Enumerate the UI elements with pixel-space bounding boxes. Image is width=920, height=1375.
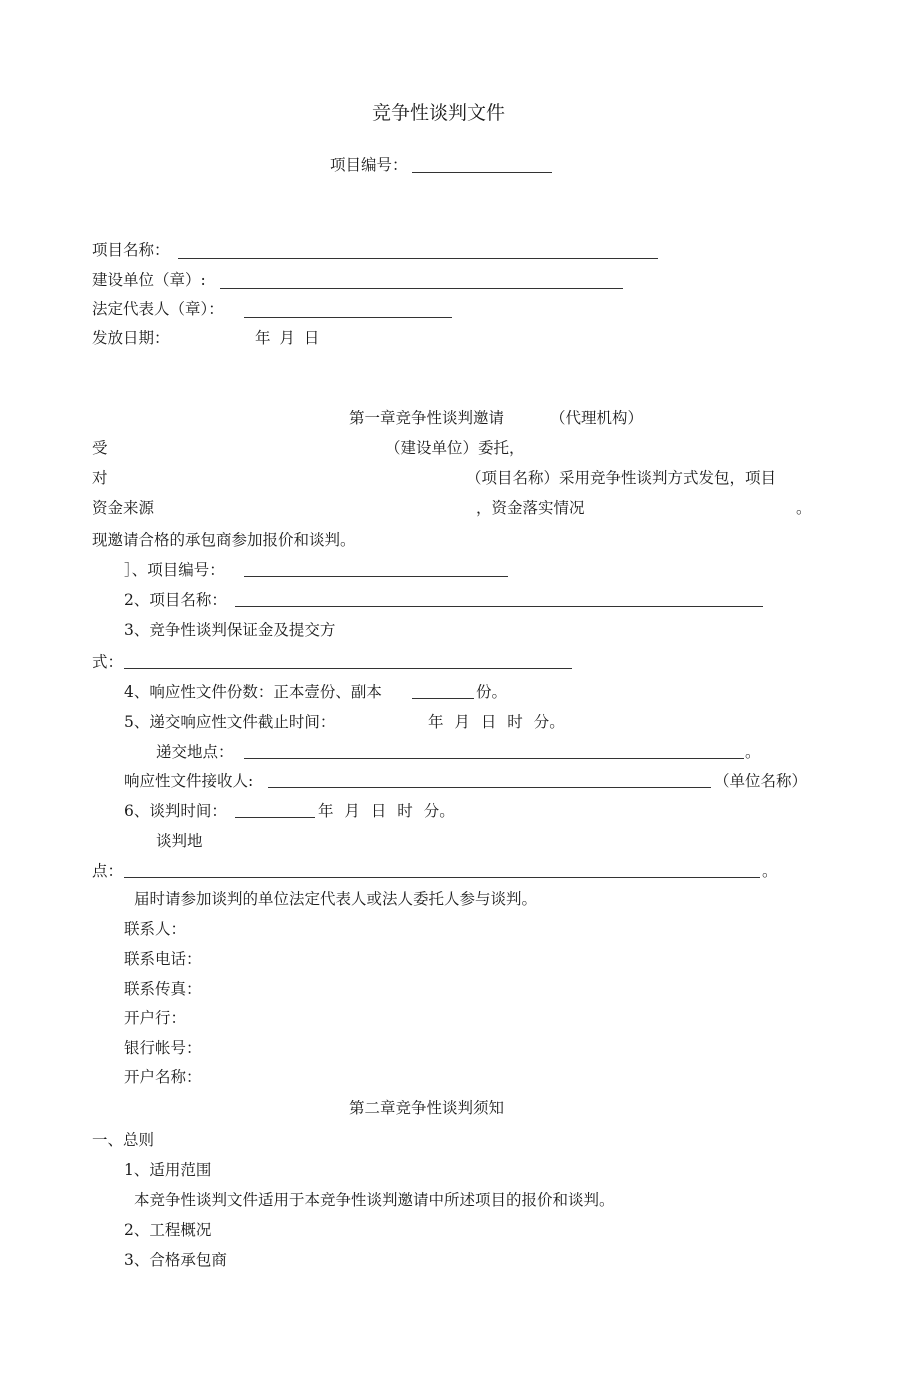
project-number-blank <box>412 172 552 173</box>
submit-place-end: 。 <box>745 743 761 761</box>
s1-2-overview: 2、工程概况 <box>124 1221 212 1239</box>
item3-cont: 式： <box>92 653 124 671</box>
submit-place-blank <box>244 758 744 759</box>
s1-1-scope: 1、适用范围 <box>124 1161 212 1179</box>
place-label-part2: 点： <box>92 862 124 880</box>
item6-label: 6、谈判时间： <box>124 802 227 820</box>
para-shou: 受 <box>92 439 108 457</box>
item2-project-name: 2、项目名称： <box>124 591 227 609</box>
builder-label: 建设单位（章）: <box>92 271 206 289</box>
receiver-unit: （单位名称） <box>714 772 808 790</box>
legal-rep-label: 法定代表人（章）： <box>92 300 224 318</box>
para-period: 。 <box>796 499 812 517</box>
section1-general: 一、总则 <box>92 1131 155 1149</box>
bank-account: 银行帐号： <box>124 1039 202 1057</box>
place-blank <box>124 877 760 878</box>
project-number-label: 项目编号： <box>330 156 408 174</box>
para-fund-status: ，资金落实情况 <box>476 499 585 517</box>
item1-project-number: ］、项目编号： <box>124 561 225 579</box>
para-builder: （建设单位）委托， <box>385 439 525 457</box>
item5-time: 年 月 日 时 分。 <box>428 713 565 731</box>
item6-blank <box>235 817 315 818</box>
document-title: 竞争性谈判文件 <box>372 102 506 124</box>
builder-blank <box>220 288 623 289</box>
contact-person: 联系人： <box>124 920 187 938</box>
bank: 开户行： <box>124 1009 187 1027</box>
s1-3-contractor: 3、合格承包商 <box>124 1251 227 1269</box>
attend-note: 届时请参加谈判的单位法定代表人或法人委托人参与谈判。 <box>134 890 538 908</box>
item4-copies: 4、响应性文件份数：正本壹份、副本 <box>124 683 382 701</box>
item3-blank <box>124 668 572 669</box>
chapter1-title: 第一章竞争性谈判邀请 <box>349 409 505 427</box>
item5-deadline: 5、递交响应性文件截止时间： <box>124 713 336 731</box>
s1-1-text: 本竞争性谈判文件适用于本竞争性谈判邀请中所述项目的报价和谈判。 <box>134 1191 615 1209</box>
para-project-name: （项目名称）采用竞争性谈判方式发包，项目 <box>466 469 777 487</box>
item4-post: 份。 <box>476 683 508 701</box>
place-label-part1: 谈判地 <box>156 832 203 850</box>
chapter2-title: 第二章竞争性谈判须知 <box>349 1099 505 1117</box>
item2-blank <box>235 606 763 607</box>
item1-blank <box>244 576 508 577</box>
account-name: 开户名称： <box>124 1068 202 1086</box>
item4-blank <box>412 698 474 699</box>
issue-date-label: 发放日期： <box>92 329 170 347</box>
receiver-label: 响应性文件接收人: <box>124 772 254 790</box>
item3-deposit: 3、竞争性谈判保证金及提交方 <box>124 621 336 639</box>
chapter1-agency: （代理机构） <box>550 409 644 427</box>
submit-place-label: 递交地点： <box>156 743 234 761</box>
para-invite: 现邀请合格的承包商参加报价和谈判。 <box>92 531 356 549</box>
para-fund-source: 资金来源 <box>92 499 155 517</box>
legal-rep-blank <box>244 317 452 318</box>
project-name-label: 项目名称： <box>92 241 170 259</box>
project-name-blank <box>178 258 658 259</box>
contact-fax: 联系传真： <box>124 980 202 998</box>
contact-phone: 联系电话： <box>124 950 202 968</box>
receiver-blank <box>268 787 711 788</box>
issue-date-ymd: 年 月 日 <box>255 329 320 347</box>
para-dui: 对 <box>92 469 108 487</box>
place-end: 。 <box>762 862 778 880</box>
item6-time: 年 月 日 时 分。 <box>318 802 455 820</box>
